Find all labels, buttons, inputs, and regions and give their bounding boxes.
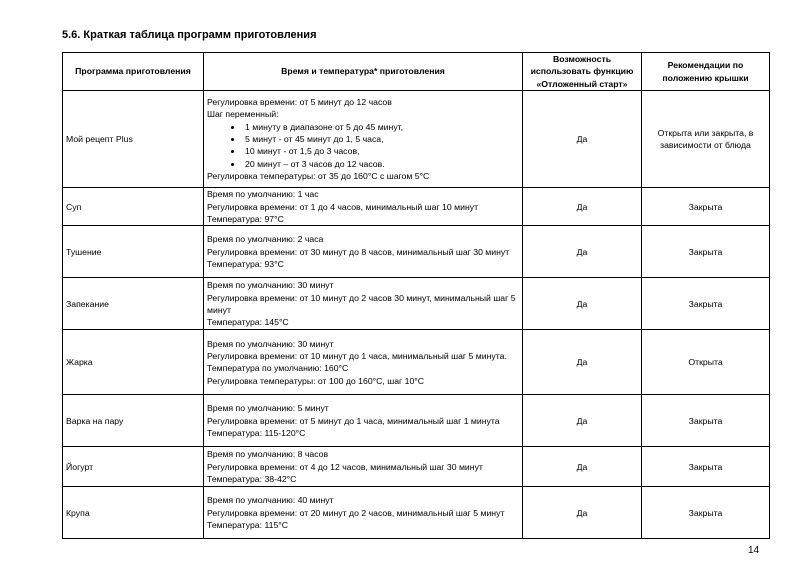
detail-line: Температура: 115-120°С xyxy=(207,428,306,439)
program-details xyxy=(204,278,523,330)
lid-value: Закрыта xyxy=(642,447,770,487)
program-details xyxy=(204,395,523,447)
detail-line: Время по умолчанию: 2 часа xyxy=(207,234,324,245)
detail-line: Время по умолчанию: 30 минут xyxy=(207,338,334,349)
program-name: Суп xyxy=(63,188,204,226)
lid-value: Закрыта xyxy=(642,395,770,447)
section-heading: 5.6. Краткая таблица программ приготовления xyxy=(62,29,317,41)
detail-line: Регулировка времени: от 5 минут до 12 часов xyxy=(207,96,392,107)
header-program: Программа приготовления xyxy=(63,53,204,91)
detail-line: Регулировка времени: от 10 минут до 1 часа, минимальный шаг 5 минута. xyxy=(207,351,507,362)
table-header-row xyxy=(63,53,770,91)
lid-value: Закрыта xyxy=(642,487,770,539)
detail-line: Температура: 97°С xyxy=(207,214,284,225)
table-row xyxy=(63,395,770,447)
detail-line: Время по умолчанию: 5 минут xyxy=(207,403,329,414)
programs-table xyxy=(62,52,770,539)
lid-value: Закрыта xyxy=(642,188,770,226)
table-row xyxy=(63,447,770,487)
table-row xyxy=(63,226,770,278)
delay-start-value: Да xyxy=(523,395,642,447)
program-details xyxy=(204,447,523,487)
program-name: Йогурт xyxy=(63,447,204,487)
step-item: • 10 минут - от 1,5 до 3 часов, xyxy=(243,145,519,157)
program-name: Жарка xyxy=(63,330,204,395)
detail-line: Время по умолчанию: 30 минут xyxy=(207,280,334,291)
table-row xyxy=(63,278,770,330)
program-details xyxy=(204,91,523,188)
header-time-temp: Время и температура* приготовления xyxy=(204,53,523,91)
delay-start-value: Да xyxy=(523,487,642,539)
step-item: • 1 минуту в диапазоне от 5 до 45 минут, xyxy=(243,121,519,133)
delay-start-value: Да xyxy=(523,188,642,226)
header-lid: Рекомендации по положению крышки xyxy=(642,53,770,91)
detail-line: Температура по умолчанию: 160°С xyxy=(207,363,349,374)
detail-line: Температура: 93°С xyxy=(207,259,284,270)
detail-line: Температура: 145°С xyxy=(207,317,289,328)
program-name: Варка на пару xyxy=(63,395,204,447)
program-details xyxy=(204,330,523,395)
detail-line: Время по умолчанию: 1 час xyxy=(207,189,319,200)
detail-line: Регулировка времени: от 1 до 4 часов, минимальный шаг 10 минут xyxy=(207,201,479,212)
detail-line: Регулировка времени: от 20 минут до 2 часов, минимальный шаг 5 минут xyxy=(207,507,505,518)
program-details xyxy=(204,487,523,539)
detail-line: Регулировка температуры: от 100 до 160°С, шаг 10°С xyxy=(207,375,425,386)
table-row xyxy=(63,487,770,539)
delay-start-value: Да xyxy=(523,91,642,188)
delay-start-value: Да xyxy=(523,447,642,487)
detail-line: Регулировка времени: от 5 минут до 1 часа, минимальный шаг 1 минута xyxy=(207,415,500,426)
step-item: • 20 минут – от 3 часов до 12 часов. xyxy=(243,158,519,170)
detail-line: Время по умолчанию: 8 часов xyxy=(207,449,329,460)
table-row xyxy=(63,91,770,188)
program-name: Крупа xyxy=(63,487,204,539)
lid-value: Открыта xyxy=(642,330,770,395)
lid-value: Открыта или закрыта, в зависимости от блюда xyxy=(642,91,770,188)
program-name: Тушение xyxy=(63,226,204,278)
program-name: Мой рецепт Plus xyxy=(63,91,204,188)
header-delay-start: Возможность использовать функцию «Отложенный старт» xyxy=(523,53,642,91)
table-row xyxy=(63,188,770,226)
detail-line: Температура: 38-42°С xyxy=(207,474,297,485)
detail-line: Регулировка времени: от 10 минут до 2 часов 30 минут, минимальный шаг 5 минут xyxy=(207,292,516,315)
page-number: 14 xyxy=(748,545,760,556)
table-row xyxy=(63,330,770,395)
program-details xyxy=(204,188,523,226)
detail-line: Шаг переменный: xyxy=(207,109,279,120)
delay-start-value: Да xyxy=(523,278,642,330)
lid-value: Закрыта xyxy=(642,226,770,278)
delay-start-value: Да xyxy=(523,330,642,395)
program-details xyxy=(204,226,523,278)
detail-line: Регулировка времени: от 30 минут до 8 часов, минимальный шаг 30 минут xyxy=(207,246,510,257)
detail-line: Регулировка температуры: от 35 до 160°С с шагом 5°С xyxy=(207,171,430,182)
delay-start-value: Да xyxy=(523,226,642,278)
lid-value: Закрыта xyxy=(642,278,770,330)
detail-line: Регулировка времени: от 4 до 12 часов, минимальный шаг 30 минут xyxy=(207,461,483,472)
detail-line: Температура: 115°С xyxy=(207,520,289,531)
program-name: Запекание xyxy=(63,278,204,330)
detail-line: Время по умолчанию: 40 минут xyxy=(207,495,334,506)
step-list xyxy=(207,121,519,171)
step-item: • 5 минут - от 45 минут до 1, 5 часа, xyxy=(243,133,519,145)
